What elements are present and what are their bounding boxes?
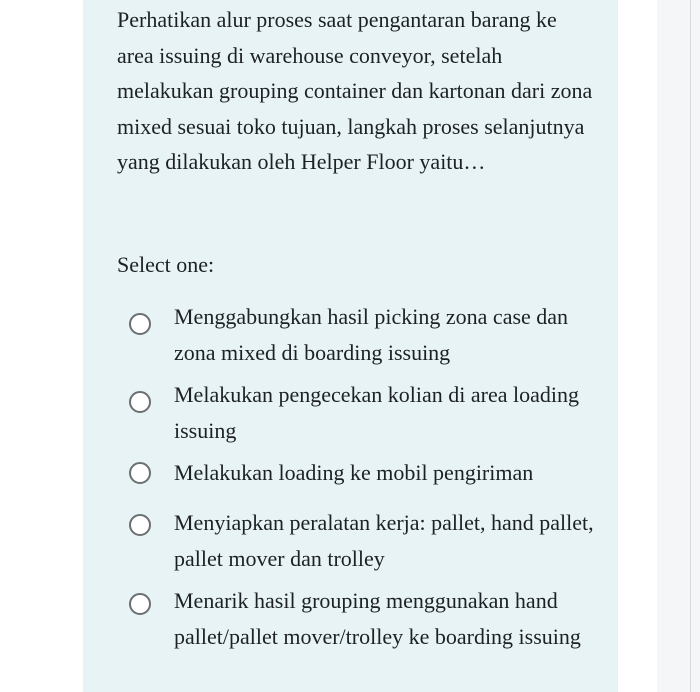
question-text: Perhatikan alur proses saat pengantaran barang ke area issuing di warehouse conveyor, setelah melakukan grouping container dan kartonan dari zona mixed sesuai toko tujuan, langkah proses selanjutnya yang dilakukan oleh Helper Floor yaitu…: [117, 7, 593, 174]
page-divider: [690, 0, 691, 692]
radio-button-1[interactable]: [129, 313, 151, 335]
answer-option-3[interactable]: [120, 455, 600, 491]
answer-option-label: Melakukan loading ke mobil pengiriman: [174, 460, 534, 485]
answer-option-label: Menyiapkan peralatan kerja: pallet, hand pallet, pallet mover dan trolley: [174, 510, 594, 571]
radio-button-5[interactable]: [129, 593, 151, 615]
page-gutter: [657, 0, 700, 692]
answer-option-2[interactable]: [120, 377, 600, 449]
answer-option-5[interactable]: [120, 583, 600, 690]
radio-button-4[interactable]: [129, 514, 151, 536]
select-one-label: Select one:: [117, 252, 215, 277]
answer-option-label: Menggabungkan hasil picking zona case dan zona mixed di boarding issuing: [174, 304, 569, 365]
radio-button-2[interactable]: [129, 391, 151, 413]
radio-button-3[interactable]: [129, 462, 151, 484]
answer-option-label: Melakukan pengecekan kolian di area loading issuing: [174, 382, 580, 443]
answer-option-label: Menarik hasil grouping menggunakan hand pallet/pallet mover/trolley ke boarding issuing: [174, 588, 581, 649]
answer-option-4[interactable]: [120, 505, 600, 577]
answer-option-1[interactable]: [120, 299, 600, 371]
